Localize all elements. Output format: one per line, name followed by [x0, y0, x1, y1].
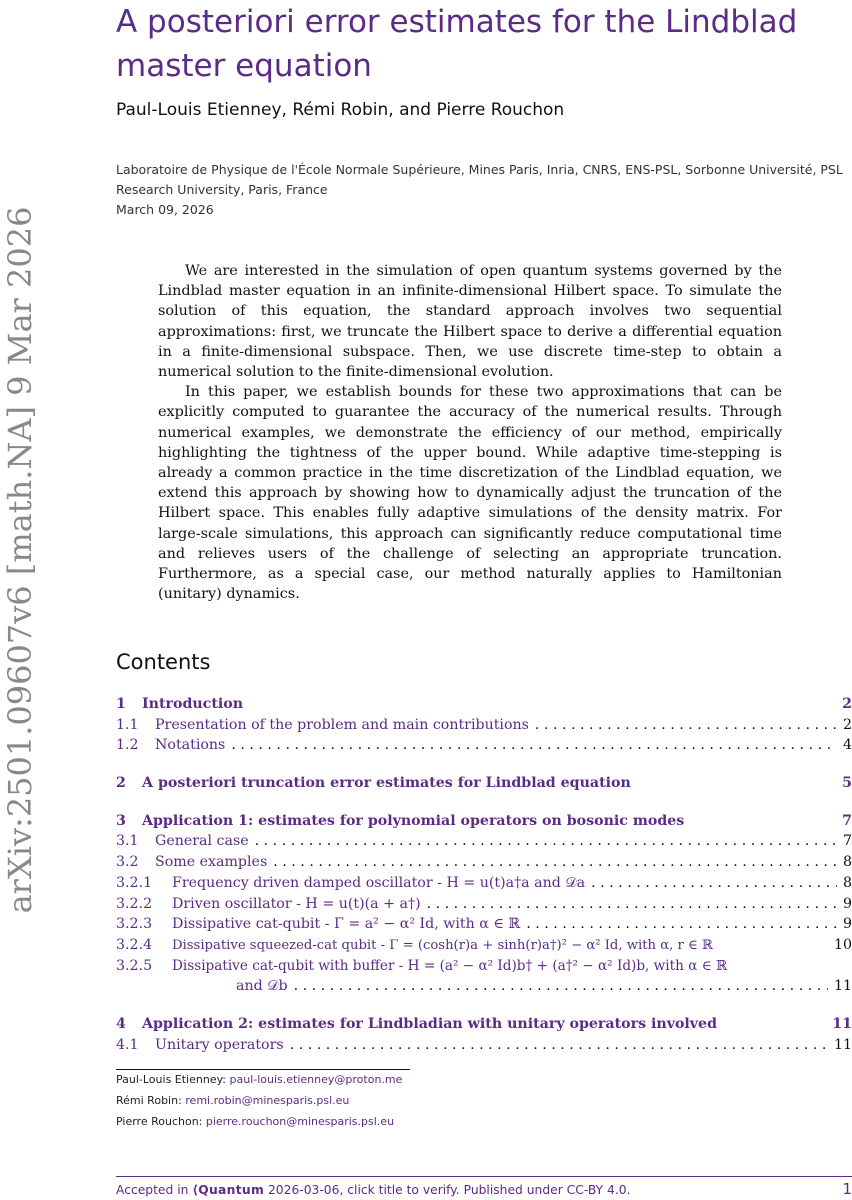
toc-page: 8 — [842, 854, 852, 871]
toc-page: 9 — [842, 916, 852, 933]
toc-number: 3.2.1 — [116, 874, 153, 891]
abstract-paragraph-1: We are interested in the simulation of open quantum systems governed by the Lindblad master equation in an infinite-dimensional Hilbert space. To simulate the solution of this equation, the standard approach involves two sequential approximations: first, we truncate the Hilbert space to derive a differential equation in a finite-dimensional subspace. Then, we use discrete time-step to obtain a numerical solution to the finite-dimensional evolution. — [158, 263, 782, 381]
toc-entry[interactable] — [116, 1035, 852, 1056]
toc-page: 8 — [842, 874, 852, 891]
toc-page: 11 — [833, 978, 852, 995]
authors: Paul-Louis Etienney, Rémi Robin, and Pierre Rouchon — [116, 100, 565, 120]
toc-leader — [427, 894, 837, 915]
toc-leader — [231, 735, 837, 756]
footnote-name: Pierre Rouchon: — [116, 1115, 203, 1128]
toc-number: 3 — [116, 812, 126, 829]
date: March 09, 2026 — [116, 202, 214, 217]
toc-label: Application 1: estimates for polynomial operators on bosonic modes — [142, 812, 685, 829]
toc-number: 1.1 — [116, 716, 139, 733]
footnote-name: Rémi Robin: — [116, 1094, 182, 1107]
toc-entry[interactable] — [116, 735, 852, 756]
toc-entry[interactable] — [116, 914, 852, 935]
toc-entry[interactable] — [116, 873, 852, 894]
footnote-name: Paul-Louis Etienney: — [116, 1073, 227, 1086]
toc-label: Introduction — [142, 696, 244, 712]
toc-page: 7 — [842, 812, 852, 829]
toc-entry[interactable] — [116, 694, 852, 715]
acceptance-footer[interactable] — [116, 1183, 630, 1197]
toc-number: 4.1 — [116, 1036, 139, 1053]
toc-number: 3.2.3 — [116, 916, 153, 933]
toc-number: 3.1 — [116, 833, 139, 850]
toc-entry[interactable] — [116, 773, 852, 794]
toc-label: General case — [155, 833, 249, 850]
toc-label: and 𝒟b — [236, 978, 288, 995]
toc-entry[interactable] — [116, 1014, 852, 1035]
toc-page: 10 — [833, 936, 852, 953]
toc-number: 3.2 — [116, 854, 139, 871]
affiliation: Laboratoire de Physique de l'École Normale Supérieure, Mines Paris, Inria, CNRS, ENS-PSL, Sorbonne Université, PSL Research University, Paris, France — [116, 162, 843, 197]
toc-number: 3.2.4 — [116, 936, 153, 953]
toc-label: Unitary operators — [155, 1036, 284, 1053]
email-link[interactable]: remi.robin@minesparis.psl.eu — [185, 1094, 350, 1107]
toc-label: Driven oscillator - H = u(t)(a + a†) — [172, 895, 421, 912]
toc-page: 2 — [842, 716, 852, 733]
abstract-paragraph-2: In this paper, we establish bounds for these two approximations that can be explicitly computed to guarantee the accuracy of the numerical results. Through numerical examples, we demonstrate the efficiency of our method, empirically highlighting the tightness of the upper bound. While adaptive time-stepping is already a common practice in the time discretization of the Lindblad equation, we extend this approach by showing how to dynamically adjust the truncation of the Hilbert space. This enables fully adaptive simulations of the density matrix. For large-scale simulations, this approach can significantly reduce computational time and relieves users of the challenge of selecting an appropriate truncation. Furthermore, as a special case, our method naturally applies to Hamiltonian (unitary) dynamics. — [158, 384, 782, 603]
footnote-author — [116, 1115, 394, 1128]
toc-leader — [294, 976, 828, 997]
toc-label: Presentation of the problem and main contributions — [155, 716, 529, 733]
toc-page: 5 — [842, 775, 852, 792]
contents-heading: Contents — [116, 650, 211, 674]
toc-entry[interactable] — [116, 811, 852, 832]
footer-rule — [116, 1176, 852, 1177]
toc-leader — [255, 831, 837, 852]
toc-page: 11 — [832, 1015, 852, 1032]
toc-leader — [526, 914, 837, 935]
toc-page: 11 — [833, 1036, 852, 1053]
abstract — [158, 261, 782, 604]
toc-number: 4 — [116, 1015, 126, 1032]
toc-leader — [535, 715, 837, 736]
toc-number: 2 — [116, 775, 126, 792]
toc-leader — [273, 852, 837, 873]
page-number: 1 — [842, 1180, 852, 1198]
toc-label: Frequency driven damped oscillator - H = u(t)a†a and 𝒟a — [172, 874, 586, 891]
accepted-text: 2026-03-06, click title to verify. Published under CC-BY 4.0. — [267, 1183, 631, 1197]
toc-label: Dissipative cat-qubit - Γ = a² − α² Id, with α ∈ ℝ — [172, 916, 521, 933]
toc-leader — [591, 873, 837, 894]
toc-label: Dissipative squeezed-cat qubit - Γ = (cosh(r)a + sinh(r)a†)² − α² Id, with α, r ∈ ℝ — [172, 937, 713, 953]
toc-entry[interactable] — [116, 956, 852, 977]
footnote-author — [116, 1073, 402, 1086]
toc-number: 1.2 — [116, 737, 139, 754]
paper-title[interactable]: A posteriori error estimates for the Lindblad master equation — [116, 4, 798, 84]
toc-entry[interactable] — [116, 935, 852, 956]
footnote-rule — [116, 1069, 410, 1070]
toc-page: 9 — [842, 895, 852, 912]
email-link[interactable]: pierre.rouchon@minesparis.psl.eu — [205, 1115, 395, 1128]
toc-label: A posteriori truncation error estimates for Lindblad equation — [142, 775, 631, 792]
toc-page: 2 — [842, 696, 852, 712]
toc-entry[interactable] — [116, 715, 852, 736]
email-link[interactable]: paul-louis.etienney@proton.me — [229, 1073, 403, 1086]
toc-entry[interactable] — [116, 894, 852, 915]
toc-page: 4 — [842, 737, 852, 754]
toc-number: 3.2.2 — [116, 895, 153, 912]
arxiv-identifier: arXiv:2501.09607v6 [math.NA] 9 Mar 2026 — [1, 206, 39, 914]
toc-label: Notations — [155, 737, 226, 754]
table-of-contents — [116, 694, 852, 1055]
toc-entry[interactable] — [116, 831, 852, 852]
accepted-prefix: Accepted in — [116, 1183, 189, 1197]
quantum-logo: ⟨Quantum — [192, 1183, 265, 1197]
footnote-author — [116, 1094, 349, 1107]
toc-label: Dissipative cat-qubit with buffer - H = (a² − α² Id)b† + (a†² − α² Id)b, with α ∈ ℝ — [172, 957, 728, 974]
toc-leader — [290, 1035, 828, 1056]
toc-entry[interactable] — [116, 852, 852, 873]
toc-number: 3.2.5 — [116, 957, 153, 974]
toc-label: Application 2: estimates for Lindbladian with unitary operators involved — [142, 1015, 717, 1032]
toc-page: 7 — [842, 833, 852, 850]
toc-number: 1 — [116, 696, 126, 712]
toc-label: Some examples — [155, 854, 268, 871]
toc-entry-continuation[interactable] — [116, 976, 852, 997]
